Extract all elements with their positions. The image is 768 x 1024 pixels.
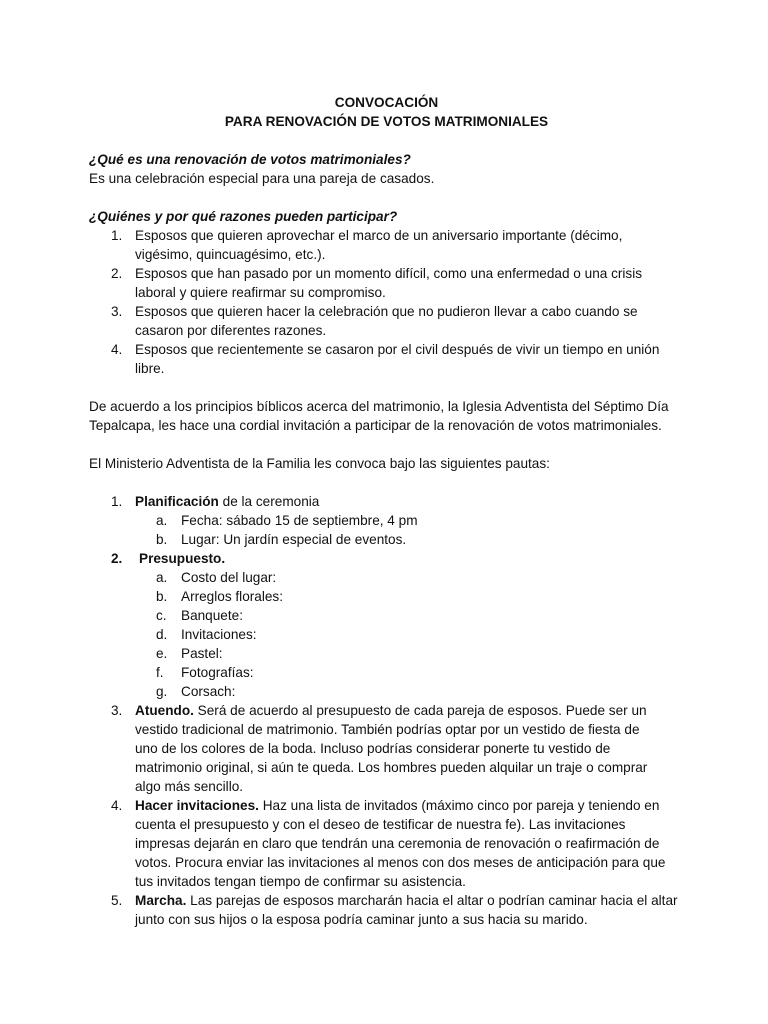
- guideline-planning: [89, 492, 684, 511]
- list-number: 1.: [111, 228, 123, 243]
- sub-item: [89, 530, 684, 549]
- sub-text: Invitaciones:: [181, 627, 257, 642]
- list-line: casaron por diferentes razones.: [135, 323, 327, 338]
- list-line: [135, 701, 684, 720]
- list-number: 5.: [111, 893, 123, 908]
- list-item: [89, 264, 684, 302]
- sub-item: [89, 625, 684, 644]
- sub-item: [89, 682, 684, 701]
- guideline-text: Será de acuerdo al presupuesto de cada pareja de esposos. Puede ser un: [193, 703, 647, 718]
- sub-letter: f.: [156, 665, 164, 680]
- guideline-heading: Planificación: [135, 494, 219, 509]
- sub-letter: g.: [156, 684, 168, 699]
- sub-item: [89, 511, 684, 530]
- list-line: Esposos que han pasado por un momento difícil, como una enfermedad o una crisis: [135, 266, 643, 281]
- list-line: [135, 891, 684, 910]
- list-line: uno de los colores de la boda. Incluso podrías considerar ponerte tu vestido de: [135, 741, 611, 756]
- guidelines-list: [89, 492, 684, 929]
- list-line: votos. Procura enviar las invitaciones al menos con dos meses de anticipación para que: [135, 855, 666, 870]
- sub-letter: a.: [156, 570, 168, 585]
- list-line: Esposos que recientemente se casaron por el civil después de vivir un tiempo en unión: [135, 342, 660, 357]
- sub-text: Banquete:: [181, 608, 243, 623]
- list-line: [135, 796, 684, 815]
- list-line: laboral y quiere reafirmar su compromiso.: [135, 285, 386, 300]
- guideline-heading: Atuendo.: [135, 703, 194, 718]
- sub-item: [89, 644, 684, 663]
- list-number: 4.: [111, 798, 123, 813]
- sub-text: Pastel:: [181, 646, 223, 661]
- sub-text: Lugar: Un jardín especial de eventos.: [181, 532, 407, 547]
- list-number: 1.: [111, 494, 123, 509]
- list-line: vestido tradicional de matrimonio. También podrías optar por un vestido de fiesta de: [135, 722, 640, 737]
- sub-text: Arreglos florales:: [181, 589, 283, 604]
- sub-item: [89, 587, 684, 606]
- guideline-heading: Hacer invitaciones.: [135, 798, 259, 813]
- question-what-is: ¿Qué es una renovación de votos matrimoniales?: [89, 152, 411, 167]
- guideline-attire: [89, 701, 684, 796]
- list-number: 2.: [111, 551, 123, 566]
- guideline-march: [89, 891, 684, 929]
- sub-letter: a.: [156, 513, 168, 528]
- guideline-invitations: [89, 796, 684, 891]
- ministry-paragraph: El Ministerio Adventista de la Familia les convoca bajo las siguientes pautas:: [89, 456, 550, 471]
- list-item: [89, 226, 684, 264]
- title-line-1: CONVOCACIÓN: [334, 95, 439, 110]
- list-line: junto con sus hijos o la esposa podría caminar junto a sus hacia su marido.: [135, 912, 588, 927]
- guideline-heading: Presupuesto.: [139, 551, 226, 566]
- list-line: cuenta el presupuesto y con el deseo de testificar de nuestra fe). Las invitaciones: [135, 817, 626, 832]
- answer-what-is: Es una celebración especial para una pareja de casados.: [89, 171, 435, 186]
- guideline-text: Haz una lista de invitados (máximo cinco por pareja y teniendo en: [258, 798, 660, 813]
- list-item: [89, 340, 684, 378]
- sub-letter: b.: [156, 589, 168, 604]
- list-line: Esposos que quieren hacer la celebración que no pudieron llevar a cabo cuando se: [135, 304, 638, 319]
- title-line-2: PARA RENOVACIÓN DE VOTOS MATRIMONIALES: [224, 114, 549, 129]
- participants-list: [89, 226, 684, 378]
- sub-item: [89, 606, 684, 625]
- guideline-text: Las parejas de esposos marcharán hacia el altar o podrían caminar hacia el altar: [186, 893, 678, 908]
- list-item: [89, 302, 684, 340]
- sub-letter: d.: [156, 627, 168, 642]
- invitation-paragraph-line-2: Tepalcapa, les hace una cordial invitación a participar de la renovación de votos matrimoniales.: [89, 418, 662, 433]
- sub-item: [89, 568, 684, 587]
- list-line: tus invitados tengan tiempo de confirmar su asistencia.: [135, 874, 466, 889]
- list-number: 3.: [111, 304, 123, 319]
- document-content: [89, 93, 684, 929]
- guideline-budget: [89, 549, 684, 568]
- guideline-text: de la ceremonia: [218, 494, 320, 509]
- list-line: [135, 549, 684, 568]
- list-line: libre.: [135, 361, 165, 376]
- sub-text: Costo del lugar:: [181, 570, 277, 585]
- sub-letter: c.: [156, 608, 167, 623]
- list-line: impresas dejarán en claro que tendrán una ceremonia de renovación o reafirmación de: [135, 836, 660, 851]
- question-who: ¿Quiénes y por qué razones pueden participar?: [89, 209, 398, 224]
- list-line: algo más sencillo.: [135, 779, 244, 794]
- list-line: matrimonio original, si aún te queda. Los hombres pueden alquilar un traje o comprar: [135, 760, 648, 775]
- list-line: [135, 492, 684, 511]
- sub-item: [89, 663, 684, 682]
- guideline-heading: Marcha.: [135, 893, 187, 908]
- list-number: 4.: [111, 342, 123, 357]
- sub-letter: e.: [156, 646, 168, 661]
- sub-text: Fecha: sábado 15 de septiembre, 4 pm: [181, 513, 418, 528]
- list-number: 2.: [111, 266, 123, 281]
- sub-letter: b.: [156, 532, 168, 547]
- invitation-paragraph-line-1: De acuerdo a los principios bíblicos acerca del matrimonio, la Iglesia Adventista del Séptimo Día: [89, 399, 669, 414]
- sub-text: Fotografías:: [181, 665, 254, 680]
- sub-text: Corsach:: [181, 684, 236, 699]
- list-line: Esposos que quieren aprovechar el marco de un aniversario importante (décimo,: [135, 228, 623, 243]
- list-number: 3.: [111, 703, 123, 718]
- list-line: vigésimo, quincuagésimo, etc.).: [135, 247, 326, 262]
